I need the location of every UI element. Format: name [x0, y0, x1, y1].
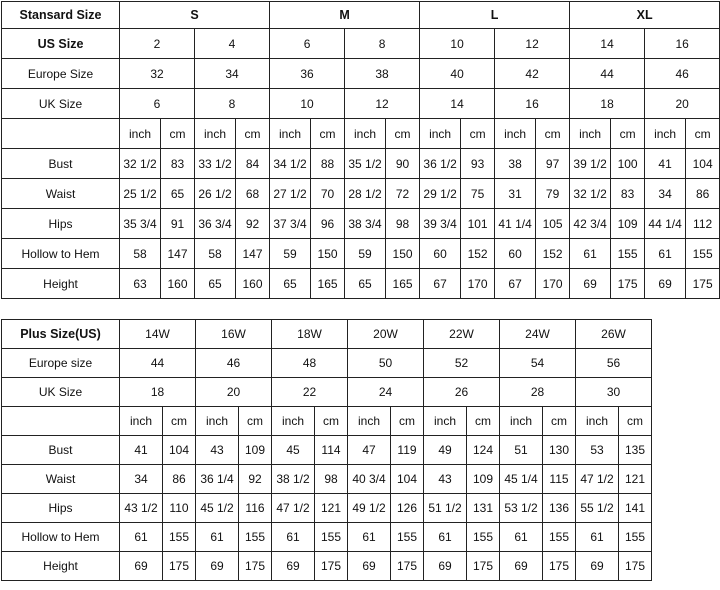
- measurement-value: 61: [272, 523, 315, 552]
- uk-size-value: 20: [196, 378, 272, 407]
- measurement-value: 69: [196, 552, 239, 581]
- unit-inch: inch: [500, 407, 543, 436]
- measurement-value: 43: [424, 465, 467, 494]
- row-label: Height: [2, 269, 120, 299]
- measurement-value: 58: [120, 239, 161, 269]
- row-label: Hips: [2, 494, 120, 523]
- measurement-value: 61: [120, 523, 163, 552]
- measurement-value: 65: [270, 269, 311, 299]
- measurement-value: 47: [348, 436, 391, 465]
- measurement-value: 175: [391, 552, 424, 581]
- uk-size-row: [2, 378, 652, 407]
- measurement-value: 175: [315, 552, 348, 581]
- measurement-value: 67: [420, 269, 461, 299]
- row-label: UK Size: [2, 378, 120, 407]
- size-label: L: [420, 2, 570, 29]
- europe-size-value: 54: [500, 349, 576, 378]
- measurement-value: 29 1/2: [420, 179, 461, 209]
- uk-size-value: 18: [120, 378, 196, 407]
- unit-inch: inch: [420, 119, 461, 149]
- uk-size-value: 26: [424, 378, 500, 407]
- measurement-value: 61: [424, 523, 467, 552]
- measurement-value: 60: [495, 239, 536, 269]
- unit-row: [2, 119, 720, 149]
- measurement-value: 90: [386, 149, 420, 179]
- measurement-value: 155: [467, 523, 500, 552]
- europe-size-value: 36: [270, 59, 345, 89]
- measurement-value: 38 3/4: [345, 209, 386, 239]
- measurement-value: 69: [120, 552, 163, 581]
- measurement-value: 98: [386, 209, 420, 239]
- measurement-value: 155: [543, 523, 576, 552]
- unit-cm: cm: [311, 119, 345, 149]
- plus-size-label: 26W: [576, 320, 652, 349]
- europe-size-value: 48: [272, 349, 348, 378]
- unit-inch: inch: [195, 119, 236, 149]
- uk-size-value: 10: [270, 89, 345, 119]
- measurement-value: 65: [345, 269, 386, 299]
- measurement-value: 32 1/2: [120, 149, 161, 179]
- measurement-value: 165: [311, 269, 345, 299]
- measurement-value: 61: [570, 239, 611, 269]
- uk-size-value: 28: [500, 378, 576, 407]
- measurement-value: 115: [543, 465, 576, 494]
- us-size-value: 6: [270, 29, 345, 59]
- measurement-value: 47 1/2: [272, 494, 315, 523]
- measurement-value: 160: [161, 269, 195, 299]
- measurement-value: 175: [611, 269, 645, 299]
- measurement-value: 170: [536, 269, 570, 299]
- measurement-value: 114: [315, 436, 348, 465]
- unit-cm: cm: [391, 407, 424, 436]
- plus-size-label: 22W: [424, 320, 500, 349]
- measurement-value: 104: [163, 436, 196, 465]
- measurement-value: 104: [391, 465, 424, 494]
- measurement-value: 165: [386, 269, 420, 299]
- row-label: Hollow to Hem: [2, 239, 120, 269]
- measurement-value: 43 1/2: [120, 494, 163, 523]
- unit-cm: cm: [386, 119, 420, 149]
- measurement-value: 109: [239, 436, 272, 465]
- measurement-value: 92: [239, 465, 272, 494]
- unit-row: [2, 407, 652, 436]
- measurement-value: 35 1/2: [345, 149, 386, 179]
- measurement-value: 83: [161, 149, 195, 179]
- unit-inch: inch: [424, 407, 467, 436]
- row-label: US Size: [2, 29, 120, 59]
- uk-size-value: 16: [495, 89, 570, 119]
- measurement-value: 175: [239, 552, 272, 581]
- measurement-value: 175: [619, 552, 652, 581]
- uk-size-value: 12: [345, 89, 420, 119]
- table-title: Plus Size(US): [2, 320, 120, 349]
- measurement-value: 101: [461, 209, 495, 239]
- measurement-value: 147: [161, 239, 195, 269]
- measurement-value: 72: [386, 179, 420, 209]
- measurement-value: 32 1/2: [570, 179, 611, 209]
- measurement-value: 34: [645, 179, 686, 209]
- measurement-value: 33 1/2: [195, 149, 236, 179]
- row-label: Europe Size: [2, 59, 120, 89]
- us-size-value: 4: [195, 29, 270, 59]
- measurement-value: 63: [120, 269, 161, 299]
- measurement-value: 36 1/4: [196, 465, 239, 494]
- measurement-value: 65: [161, 179, 195, 209]
- plus-size-table: [1, 319, 652, 581]
- measurement-value: 41: [645, 149, 686, 179]
- measurement-value: 97: [536, 149, 570, 179]
- unit-inch: inch: [576, 407, 619, 436]
- plus-size-label: 18W: [272, 320, 348, 349]
- measurement-value: 34: [120, 465, 163, 494]
- measurement-value: 98: [315, 465, 348, 494]
- measurement-value: 27 1/2: [270, 179, 311, 209]
- uk-size-value: 6: [120, 89, 195, 119]
- europe-size-value: 44: [120, 349, 196, 378]
- measurement-value: 55 1/2: [576, 494, 619, 523]
- measurement-value: 109: [611, 209, 645, 239]
- measurement-row: [2, 209, 720, 239]
- measurement-value: 83: [611, 179, 645, 209]
- measurement-value: 41: [120, 436, 163, 465]
- unit-cm: cm: [315, 407, 348, 436]
- measurement-value: 79: [536, 179, 570, 209]
- measurement-value: 61: [500, 523, 543, 552]
- uk-size-value: 22: [272, 378, 348, 407]
- measurement-value: 155: [315, 523, 348, 552]
- row-label: Hips: [2, 209, 120, 239]
- plus-size-label: 16W: [196, 320, 272, 349]
- measurement-row: [2, 552, 652, 581]
- row-label: Bust: [2, 436, 120, 465]
- uk-size-value: 8: [195, 89, 270, 119]
- uk-size-value: 20: [645, 89, 720, 119]
- measurement-value: 121: [315, 494, 348, 523]
- europe-size-value: 42: [495, 59, 570, 89]
- measurement-value: 69: [576, 552, 619, 581]
- unit-inch: inch: [645, 119, 686, 149]
- measurement-value: 43: [196, 436, 239, 465]
- measurement-value: 53: [576, 436, 619, 465]
- unit-cm: cm: [163, 407, 196, 436]
- measurement-row: [2, 436, 652, 465]
- measurement-value: 84: [236, 149, 270, 179]
- europe-size-value: 40: [420, 59, 495, 89]
- measurement-value: 175: [543, 552, 576, 581]
- row-label: Bust: [2, 149, 120, 179]
- row-label: Hollow to Hem: [2, 523, 120, 552]
- us-size-row: [2, 29, 720, 59]
- measurement-row: [2, 239, 720, 269]
- measurement-row: [2, 179, 720, 209]
- unit-inch: inch: [196, 407, 239, 436]
- measurement-value: 88: [311, 149, 345, 179]
- unit-cm: cm: [239, 407, 272, 436]
- measurement-value: 75: [461, 179, 495, 209]
- unit-cm: cm: [619, 407, 652, 436]
- plus-size-label: 24W: [500, 320, 576, 349]
- us-size-value: 10: [420, 29, 495, 59]
- measurement-value: 69: [272, 552, 315, 581]
- measurement-value: 175: [467, 552, 500, 581]
- size-label: M: [270, 2, 420, 29]
- measurement-value: 31: [495, 179, 536, 209]
- us-size-value: 14: [570, 29, 645, 59]
- measurement-value: 69: [570, 269, 611, 299]
- europe-size-value: 50: [348, 349, 424, 378]
- measurement-row: [2, 269, 720, 299]
- us-size-value: 12: [495, 29, 570, 59]
- measurement-value: 45 1/4: [500, 465, 543, 494]
- unit-inch: inch: [348, 407, 391, 436]
- unit-inch: inch: [345, 119, 386, 149]
- measurement-value: 35 3/4: [120, 209, 161, 239]
- measurement-value: 51: [500, 436, 543, 465]
- measurement-value: 44 1/4: [645, 209, 686, 239]
- size-label: XL: [570, 2, 720, 29]
- us-size-value: 8: [345, 29, 420, 59]
- measurement-value: 60: [420, 239, 461, 269]
- measurement-value: 39 1/2: [570, 149, 611, 179]
- measurement-value: 36 3/4: [195, 209, 236, 239]
- europe-size-value: 52: [424, 349, 500, 378]
- measurement-value: 38 1/2: [272, 465, 315, 494]
- row-label: Waist: [2, 465, 120, 494]
- measurement-value: 86: [163, 465, 196, 494]
- standard-size-table: [1, 1, 720, 299]
- measurement-value: 155: [686, 239, 720, 269]
- measurement-value: 58: [195, 239, 236, 269]
- measurement-value: 152: [536, 239, 570, 269]
- blank-cell: [2, 119, 120, 149]
- measurement-value: 45 1/2: [196, 494, 239, 523]
- plus-size-header-row: [2, 320, 652, 349]
- measurement-value: 160: [236, 269, 270, 299]
- europe-size-value: 34: [195, 59, 270, 89]
- measurement-value: 53 1/2: [500, 494, 543, 523]
- measurement-value: 116: [239, 494, 272, 523]
- measurement-value: 110: [163, 494, 196, 523]
- measurement-value: 39 3/4: [420, 209, 461, 239]
- unit-inch: inch: [495, 119, 536, 149]
- size-label: S: [120, 2, 270, 29]
- measurement-value: 170: [461, 269, 495, 299]
- uk-size-value: 30: [576, 378, 652, 407]
- measurement-value: 91: [161, 209, 195, 239]
- measurement-value: 61: [576, 523, 619, 552]
- europe-size-value: 56: [576, 349, 652, 378]
- unit-inch: inch: [570, 119, 611, 149]
- measurement-value: 124: [467, 436, 500, 465]
- measurement-value: 68: [236, 179, 270, 209]
- measurement-value: 61: [645, 239, 686, 269]
- plus-size-label: 20W: [348, 320, 424, 349]
- measurement-value: 34 1/2: [270, 149, 311, 179]
- measurement-value: 69: [645, 269, 686, 299]
- unit-inch: inch: [120, 119, 161, 149]
- measurement-value: 147: [236, 239, 270, 269]
- measurement-value: 126: [391, 494, 424, 523]
- table-separator: [0, 301, 720, 319]
- measurement-row: [2, 465, 652, 494]
- row-label: Waist: [2, 179, 120, 209]
- measurement-value: 42 3/4: [570, 209, 611, 239]
- measurement-value: 59: [345, 239, 386, 269]
- plus-size-label: 14W: [120, 320, 196, 349]
- measurement-value: 49: [424, 436, 467, 465]
- measurement-value: 131: [467, 494, 500, 523]
- measurement-value: 121: [619, 465, 652, 494]
- measurement-value: 155: [239, 523, 272, 552]
- measurement-value: 47 1/2: [576, 465, 619, 494]
- europe-size-value: 46: [645, 59, 720, 89]
- row-label: UK Size: [2, 89, 120, 119]
- measurement-value: 61: [348, 523, 391, 552]
- measurement-value: 150: [311, 239, 345, 269]
- row-label: Height: [2, 552, 120, 581]
- measurement-value: 100: [611, 149, 645, 179]
- measurement-value: 86: [686, 179, 720, 209]
- measurement-value: 155: [611, 239, 645, 269]
- measurement-value: 155: [619, 523, 652, 552]
- unit-inch: inch: [120, 407, 163, 436]
- measurement-value: 61: [196, 523, 239, 552]
- measurement-value: 37 3/4: [270, 209, 311, 239]
- uk-size-value: 14: [420, 89, 495, 119]
- measurement-value: 141: [619, 494, 652, 523]
- measurement-value: 49 1/2: [348, 494, 391, 523]
- unit-cm: cm: [536, 119, 570, 149]
- measurement-value: 45: [272, 436, 315, 465]
- measurement-value: 70: [311, 179, 345, 209]
- measurement-value: 112: [686, 209, 720, 239]
- measurement-value: 152: [461, 239, 495, 269]
- unit-cm: cm: [543, 407, 576, 436]
- measurement-value: 92: [236, 209, 270, 239]
- measurement-value: 135: [619, 436, 652, 465]
- uk-size-row: [2, 89, 720, 119]
- measurement-value: 93: [461, 149, 495, 179]
- unit-inch: inch: [272, 407, 315, 436]
- measurement-value: 155: [163, 523, 196, 552]
- europe-size-value: 32: [120, 59, 195, 89]
- measurement-value: 104: [686, 149, 720, 179]
- unit-cm: cm: [467, 407, 500, 436]
- measurement-value: 38: [495, 149, 536, 179]
- us-size-value: 2: [120, 29, 195, 59]
- size-header-row: [2, 2, 720, 29]
- europe-size-row: [2, 349, 652, 378]
- measurement-row: [2, 523, 652, 552]
- measurement-value: 105: [536, 209, 570, 239]
- unit-cm: cm: [461, 119, 495, 149]
- europe-size-value: 38: [345, 59, 420, 89]
- measurement-value: 119: [391, 436, 424, 465]
- measurement-value: 51 1/2: [424, 494, 467, 523]
- measurement-value: 28 1/2: [345, 179, 386, 209]
- measurement-value: 175: [686, 269, 720, 299]
- unit-cm: cm: [686, 119, 720, 149]
- measurement-value: 25 1/2: [120, 179, 161, 209]
- uk-size-value: 24: [348, 378, 424, 407]
- measurement-value: 96: [311, 209, 345, 239]
- measurement-value: 36 1/2: [420, 149, 461, 179]
- europe-size-value: 44: [570, 59, 645, 89]
- measurement-value: 136: [543, 494, 576, 523]
- measurement-row: [2, 494, 652, 523]
- measurement-value: 26 1/2: [195, 179, 236, 209]
- blank-cell: [2, 407, 120, 436]
- measurement-value: 109: [467, 465, 500, 494]
- measurement-value: 59: [270, 239, 311, 269]
- measurement-value: 155: [391, 523, 424, 552]
- measurement-value: 150: [386, 239, 420, 269]
- unit-inch: inch: [270, 119, 311, 149]
- unit-cm: cm: [611, 119, 645, 149]
- measurement-value: 130: [543, 436, 576, 465]
- measurement-value: 65: [195, 269, 236, 299]
- measurement-value: 69: [348, 552, 391, 581]
- measurement-value: 69: [500, 552, 543, 581]
- europe-size-row: [2, 59, 720, 89]
- measurement-value: 41 1/4: [495, 209, 536, 239]
- table-title: Stansard Size: [2, 2, 120, 29]
- measurement-value: 67: [495, 269, 536, 299]
- us-size-value: 16: [645, 29, 720, 59]
- measurement-row: [2, 149, 720, 179]
- row-label: Europe size: [2, 349, 120, 378]
- measurement-value: 69: [424, 552, 467, 581]
- uk-size-value: 18: [570, 89, 645, 119]
- measurement-value: 40 3/4: [348, 465, 391, 494]
- unit-cm: cm: [236, 119, 270, 149]
- measurement-value: 175: [163, 552, 196, 581]
- unit-cm: cm: [161, 119, 195, 149]
- europe-size-value: 46: [196, 349, 272, 378]
